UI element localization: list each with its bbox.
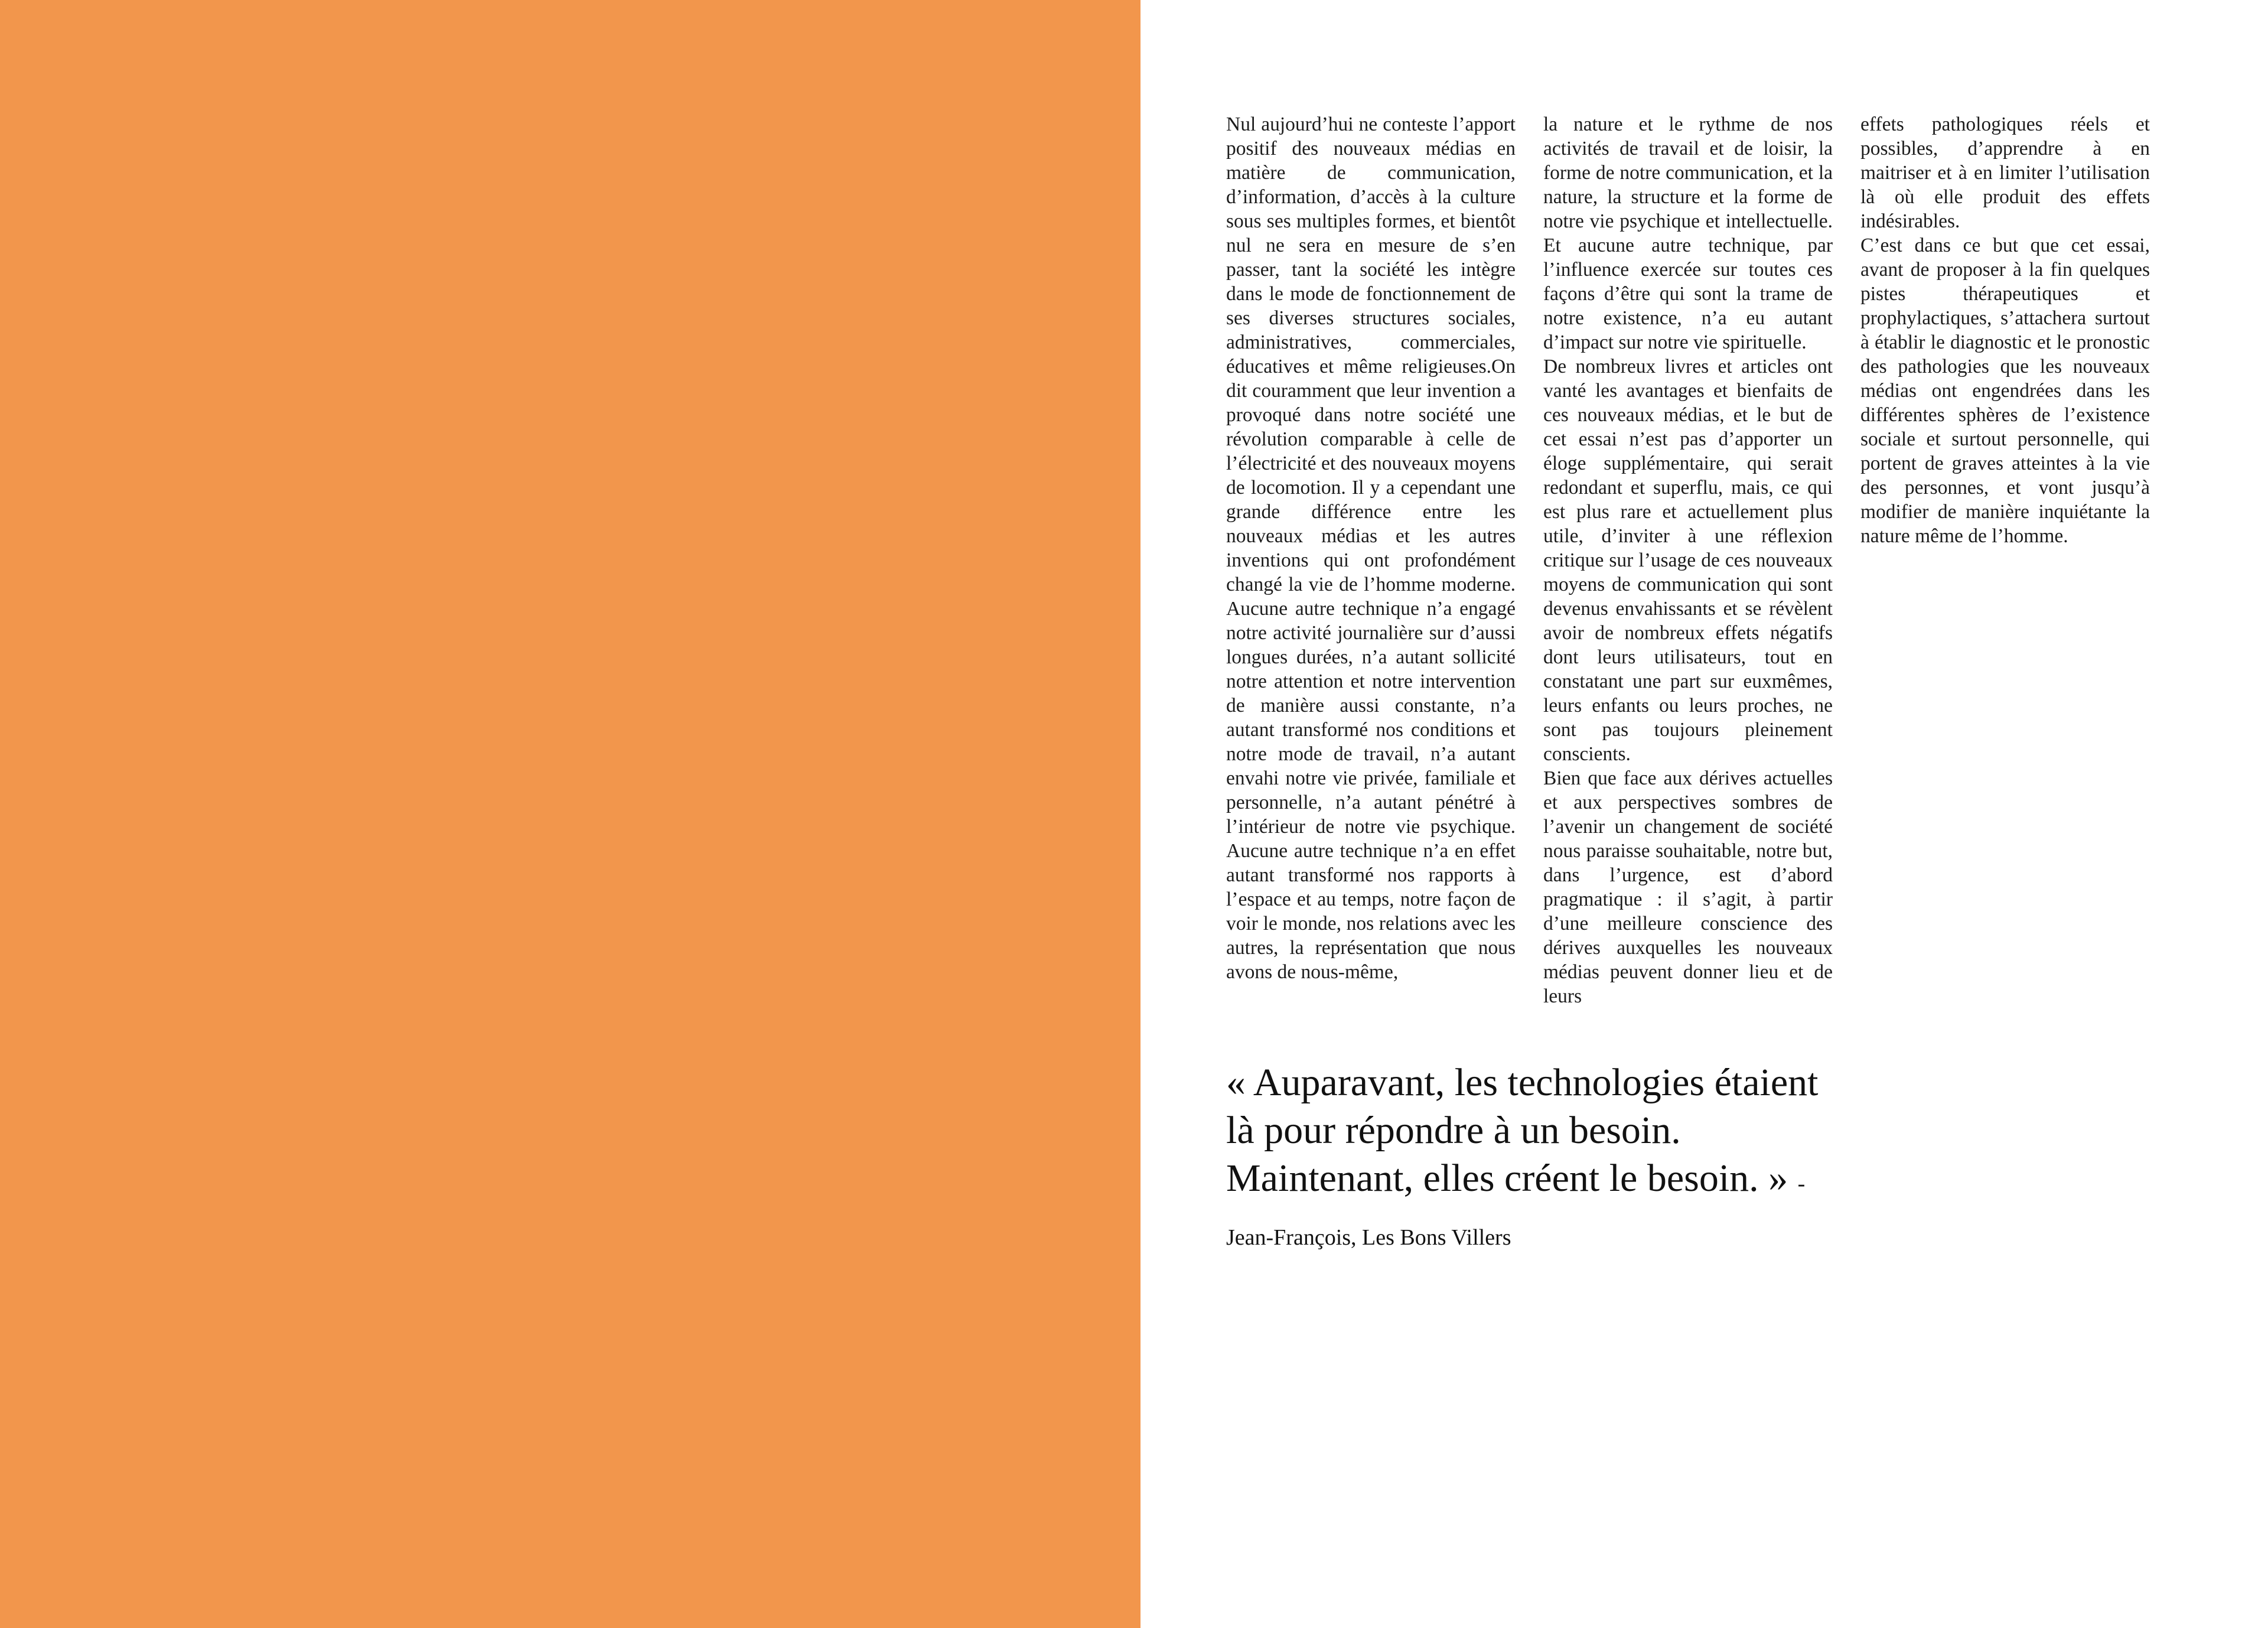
text-column-2 bbox=[1543, 112, 1833, 1008]
paragraph: C’est dans ce but que cet essai, avant de proposer à la fin quelques pistes thérapeutiques et prophylactiques, s’attachera surtout à établir le diagnostic et le pronostic des pathologies que les nouveaux médias ont engendrées dans les différentes sphères de l’existence sociale et surtout personnelle, qui portent de graves atteintes à la vie des personnes, et vont jusqu’à modifier de manière inquiétante la nature même de l’homme. bbox=[1860, 235, 2150, 547]
pull-quote bbox=[1226, 1059, 1852, 1262]
paragraph: Nul aujourd’hui ne conteste l’apport positif des nouveaux médias en matière de communication, d’information, d’accès à la culture sous ses multiples formes, et bientôt nul ne sera en mesure de s’en passer, tant la société les intègre dans le mode de fonctionnement de ses diverses structures sociales, administratives, commerciales, éducatives et même religieuses.On dit couramment que leur invention a provoqué dans notre société une révolution comparable à celle de l’électricité et des nouveaux moyens de locomotion. Il y a cependant une grande différence entre les nouveaux médias et les autres inventions qui ont profondément changé la vie de l’homme moderne. Aucune autre technique n’a engagé notre activité journalière sur d’aussi longues durées, n’a autant sollicité notre attention et notre intervention de manière aussi constante, n’a autant transformé nos conditions et notre mode de travail, n’a autant envahi notre vie privée, familiale et personnelle, n’a autant pénétré à l’intérieur de notre vie psychique. Aucune autre technique n’a en effet autant transformé nos rapports à l’espace et au temps, notre façon de voir le monde, nos relations avec les autres, la représentation que nous avons de nous-même, bbox=[1226, 113, 1516, 983]
text-column-3 bbox=[1860, 112, 2150, 548]
paragraph: la nature et le rythme de nos activités de travail et de loisir, la forme de notre communication, et la nature, la structure et la forme de notre vie psychique et intellectuelle. Et aucune autre technique, par l’influence exercée sur toutes ces façons d’être qui sont la trame de notre existence, n’a eu autant d’impact sur notre vie spirituelle. bbox=[1543, 113, 1833, 353]
paragraph: De nombreux livres et articles ont vanté les avantages et bienfaits de ces nouveaux médias, et le but de cet essai n’est pas d’apporter un éloge supplémentaire, qui serait redondant et superflu, mais, ce qui est plus rare et actuellement plus utile, d’inviter à une réflexion critique sur l’usage de ces nouveaux moyens de communication qui sont devenus envahissants et se révèlent avoir de nombreux effets négatifs dont leurs utilisateurs, tout en constatant une part sur euxmêmes, leurs enfants ou leurs proches, ne sont pas toujours pleinement conscients. bbox=[1543, 356, 1833, 765]
text-column-1 bbox=[1226, 112, 1516, 984]
quote-attribution: - Jean-François, Les Bons Villers bbox=[1226, 1171, 1806, 1250]
paragraph: effets pathologiques réels et possibles, d’apprendre à en maitriser et à en limiter l’utilisation là où elle produit des effets indésirables. bbox=[1860, 113, 2150, 232]
quote-text: « Auparavant, les technologies étaient là pour répondre à un besoin. Maintenant, elles créent le besoin. » bbox=[1226, 1061, 1819, 1200]
paragraph: Bien que face aux dérives actuelles et aux perspectives sombres de l’avenir un changement de société nous paraisse souhaitable, notre but, dans l’urgence, est d’abord pragmatique : il s’agit, à partir d’une meilleure conscience des dérives auxquelles les nouveaux médias peuvent donner lieu et de leurs bbox=[1543, 767, 1833, 1007]
